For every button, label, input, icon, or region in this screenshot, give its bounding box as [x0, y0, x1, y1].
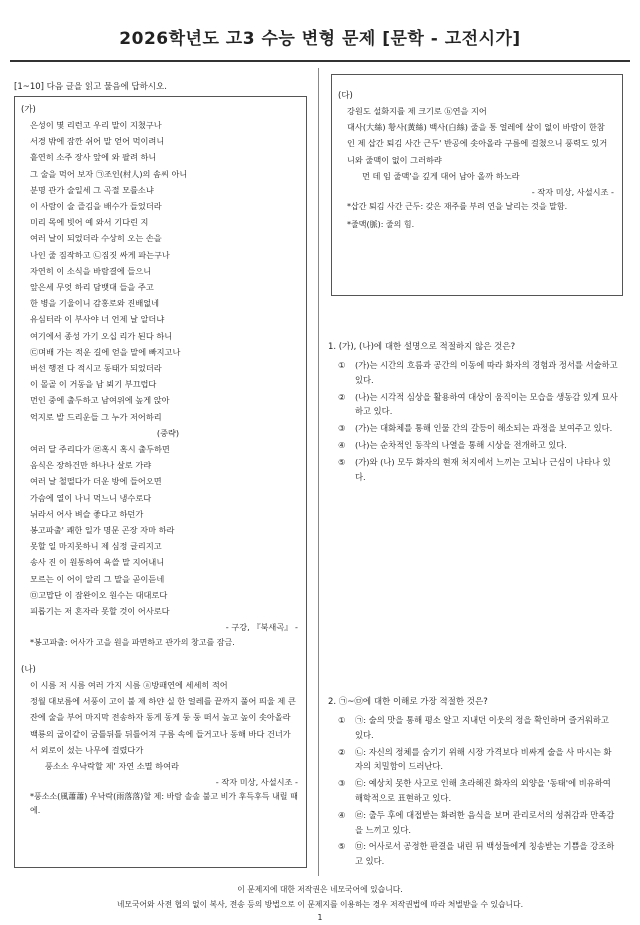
verse-line: ㉢며배 가는 적운 길에 얻을 말에 빠지고나: [30, 346, 181, 357]
verse-line: 못할 일 마지못하니 제 심정 글리지고: [30, 541, 162, 552]
passage-na-body: [15, 677, 306, 693]
option-number: ④: [338, 439, 346, 450]
option-text: ㉤: 어사로서 공정한 판결을 내린 뒤 백성들에게 칭송받는 기쁨을 강조하고 있다.: [355, 841, 615, 867]
passage-box-left: [14, 96, 307, 868]
option-number: ②: [338, 391, 346, 402]
question-1: [328, 340, 624, 486]
verse-line: 풍소소 우낙락할 제' 자연 소멸 하여라: [45, 761, 179, 772]
verse-line: 한 병을 기울이니 감홍로와 진배없네: [30, 298, 160, 309]
copyright-warning: 네모국어와 사전 협의 없이 복사, 전송 등의 방법으로 이 문제지를 이용하는 경우 저작권법에 따라 처벌받을 수 있습니다.: [116, 900, 524, 909]
question-stem: 1. (가), (나)에 대한 설명으로 적절하지 않은 것은?: [328, 342, 516, 352]
answer-option[interactable]: [328, 808, 624, 838]
answer-option[interactable]: [328, 839, 624, 869]
option-text: (나)는 시각적 심상을 활용하여 대상이 움직이는 모습을 생동감 있게 묘사하고 있다.: [355, 391, 618, 417]
option-number: ①: [338, 360, 346, 370]
header-divider: [10, 60, 630, 62]
option-text: ㉡: 자신의 정체를 숨기기 위해 시장 가격보다 비싸게 술을 사 마시는 화자의 치밀함이 드러난다.: [355, 746, 612, 772]
verse-line: 뉘라서 어사 벼슬 좋다고 하던가: [30, 508, 144, 519]
option-number: ②: [338, 746, 346, 757]
passage-ga-note: *봉고파출: 어사가 고을 원을 파면하고 관가의 창고를 잠금.: [30, 637, 235, 647]
verse-line: 피롭기는 저 혼자라 못할 것이 어사로다: [30, 606, 170, 617]
verse-line: 여러 날 철떨다가 더운 방에 들어오면: [30, 476, 162, 487]
question-2: [328, 695, 624, 871]
answer-option[interactable]: [328, 745, 624, 775]
copyright-notice: 이 문제지에 대한 저작권은 네모국어에 있습니다.: [237, 885, 403, 894]
verse-line: 서경 밖에 잠깐 쉬어 말 얻어 먹이려니: [30, 136, 165, 147]
verse-line: 여러 달 주리다가 ㉣혹시 혹시 출두하면: [30, 444, 170, 455]
verse-line: 분명 관가 술일세 그 곡절 모를소냐: [30, 184, 154, 195]
instruction: [1~10] 다음 글을 읽고 물음에 답하시오.: [14, 82, 167, 92]
passage-ga-label: (가): [21, 105, 36, 115]
verse-line: 가슴에 열이 나니 먹느니 냉수로다: [30, 492, 152, 503]
passage-da-label: (다): [338, 91, 353, 101]
verse-line: 그 술을 먹어 보자 ㉠조인(村人)의 솜씨 아니: [30, 168, 188, 179]
verse-line: 미리 목에 빗어 예 와서 기다린 지: [30, 217, 149, 228]
verse-line: 나인 줄 짐작하고 ㉡짐짓 싸게 파는구나: [30, 249, 170, 260]
verse-line: 음식은 장하건만 하나나 살로 가랴: [30, 460, 152, 471]
verse-line: 여기에서 종성 가기 오십 리가 된다 하니: [30, 330, 173, 341]
passage-na-note: *풍소소(風蕭蕭) 우낙락(雨落落)할 제: 바람 솔솔 불고 비가 후득후득 내릴 때에.: [30, 792, 298, 815]
option-text: (가)와 (나) 모두 화자의 현재 처지에서 느끼는 고뇌나 근심이 나타나 있다.: [355, 456, 611, 482]
verse-line: 앞은세 무엇 하리 담뱃대 들을 주고: [30, 282, 154, 293]
verse-line: 강원도 설화지를 제 크기로 ⓑ연을 지어: [347, 106, 487, 116]
verse-line: ㉤고맙단 이 잠완이오 원수는 대대로다: [30, 589, 168, 600]
verse-line: 억지로 발 드리운들 그 누가 저어하리: [30, 411, 162, 422]
passage-da-note: *삽간 퇴김 사간 근두: 갖은 재주를 부려 연을 날리는 것을 말함.: [347, 202, 568, 212]
verse-line: 흩연히 소주 장사 앞에 와 팔려 하니: [30, 152, 157, 163]
verse-line: 먼 데 임 줄맥'을 깊게 대어 남아 올까 하노라: [362, 170, 520, 181]
option-number: ③: [338, 778, 346, 789]
option-text: ㉢: 예상치 못한 사고로 인해 초라해진 화자의 외양을 '동태'에 비유하여 해학적으로 표현하고 있다.: [355, 778, 611, 803]
passage-ga-source: - 구강, 『북새곡』 -: [225, 622, 298, 633]
answer-option[interactable]: [328, 390, 624, 420]
verse-line: 송사 진 이 원통하여 욕쓸 말 지어내니: [30, 557, 165, 568]
option-text: (가)는 대화체를 통해 인물 간의 갈등이 해소되는 과정을 보여주고 있다.: [355, 423, 613, 434]
option-text: (가)는 시간의 흐름과 공간의 이동에 따라 화자의 경험과 정서를 서술하고 있다.: [355, 360, 618, 385]
answer-option[interactable]: [328, 713, 624, 743]
verse-line: 이 시름 저 시름 여러 가지 시름 ⓐ방패연에 세세히 적어: [30, 680, 228, 690]
verse-line: 모르는 이 어이 알리 그 말을 곧이듣네: [30, 573, 165, 584]
option-number: ④: [338, 809, 346, 820]
verse-line: 유심터라 이 부사야 너 언제 날 알더냐: [30, 314, 165, 325]
verse-line: 이 몰골 이 거동을 남 뵈기 부끄럽다: [30, 379, 157, 390]
passage-box-right: [331, 74, 623, 296]
verse-line: 이 사람이 술 즐김을 배수가 들었더라: [30, 201, 162, 212]
verse-line: 자연히 이 소식을 바람결에 들으니: [30, 265, 152, 276]
passage-da-paragraph: 대사(大絲) 황사(黃絲) 백사(白絲) 줄을 통 얼레에 살이 없이 바람이 한참인 제 삽간 퇴김 사간 근두' 반공에 솟아올라 구름에 걸쳤으니 풍력도 있거니와 줄맥이 없이 그러하랴: [347, 122, 608, 165]
passage-na-label: (나): [21, 665, 36, 675]
answer-option[interactable]: [328, 421, 624, 436]
option-number: ①: [338, 715, 346, 725]
verse-line: 먼인 중에 출두하고 남여위에 높게 앉아: [30, 395, 170, 406]
passage-na-source: - 작자 미상, 사설시조 -: [215, 777, 298, 788]
option-text: (나)는 순차적인 동작의 나열을 통해 시상을 전개하고 있다.: [355, 439, 567, 450]
option-number: ⑤: [338, 456, 346, 467]
answer-option[interactable]: [328, 438, 624, 453]
passage-da-body: [332, 103, 622, 119]
middle-omission: (중략): [156, 427, 180, 438]
verse-line: 버선 행전 다 적시고 동태가 되었더라: [30, 363, 162, 374]
verse-line: 여러 날이 되었더라 수상히 오는 손을: [30, 233, 162, 244]
passage-da-source: - 작자 미상, 사설시조 -: [531, 187, 614, 198]
passage-ga-body: [15, 117, 306, 619]
verse-line: 은성이 몇 리런고 우리 말이 지쳤구나: [30, 120, 162, 130]
page-title: 2026학년도 고3 수능 변형 문제 [문학 - 고전시가]: [119, 29, 521, 49]
question-stem: 2. ㉠~㉤에 대한 이해로 가장 적절한 것은?: [328, 697, 488, 707]
answer-option[interactable]: [328, 455, 624, 485]
option-number: ⑤: [338, 841, 346, 852]
passage-da-note: *줄맥(脈): 줄의 힘.: [347, 219, 415, 229]
passage-na-paragraph: 정월 대보름에 서풍이 고이 불 제 하얀 실 한 얼레를 끝까지 풀어 띄울 제 큰 잔에 술을 부어 마지막 전송하자 동게 동게 둥 둥 떠서 높고 높이 솟아올라 백룡의 굽이같이 굼틀뒤틀 뒤틀어져 구름 속에 들거고나 동해 바다 건너가서 외로이 섰는 나무에 걸렸다가: [30, 696, 296, 755]
page-number: 1: [317, 913, 323, 922]
answer-option[interactable]: [328, 776, 624, 806]
option-text: ㉠: 술의 맛을 통해 평소 알고 지내던 이웃의 정을 확인하며 즐거워하고 있다.: [355, 715, 609, 740]
verse-line: 봉고파출' 쾌한 일가 명문 곤장 자마 하라: [30, 525, 175, 536]
option-text: ㉣: 출두 후에 대접받는 화려한 음식을 보며 관리로서의 성취감과 만족감을 느끼고 있다.: [355, 809, 615, 835]
column-divider: [318, 68, 319, 876]
answer-option[interactable]: [328, 358, 624, 388]
option-number: ③: [338, 423, 346, 434]
